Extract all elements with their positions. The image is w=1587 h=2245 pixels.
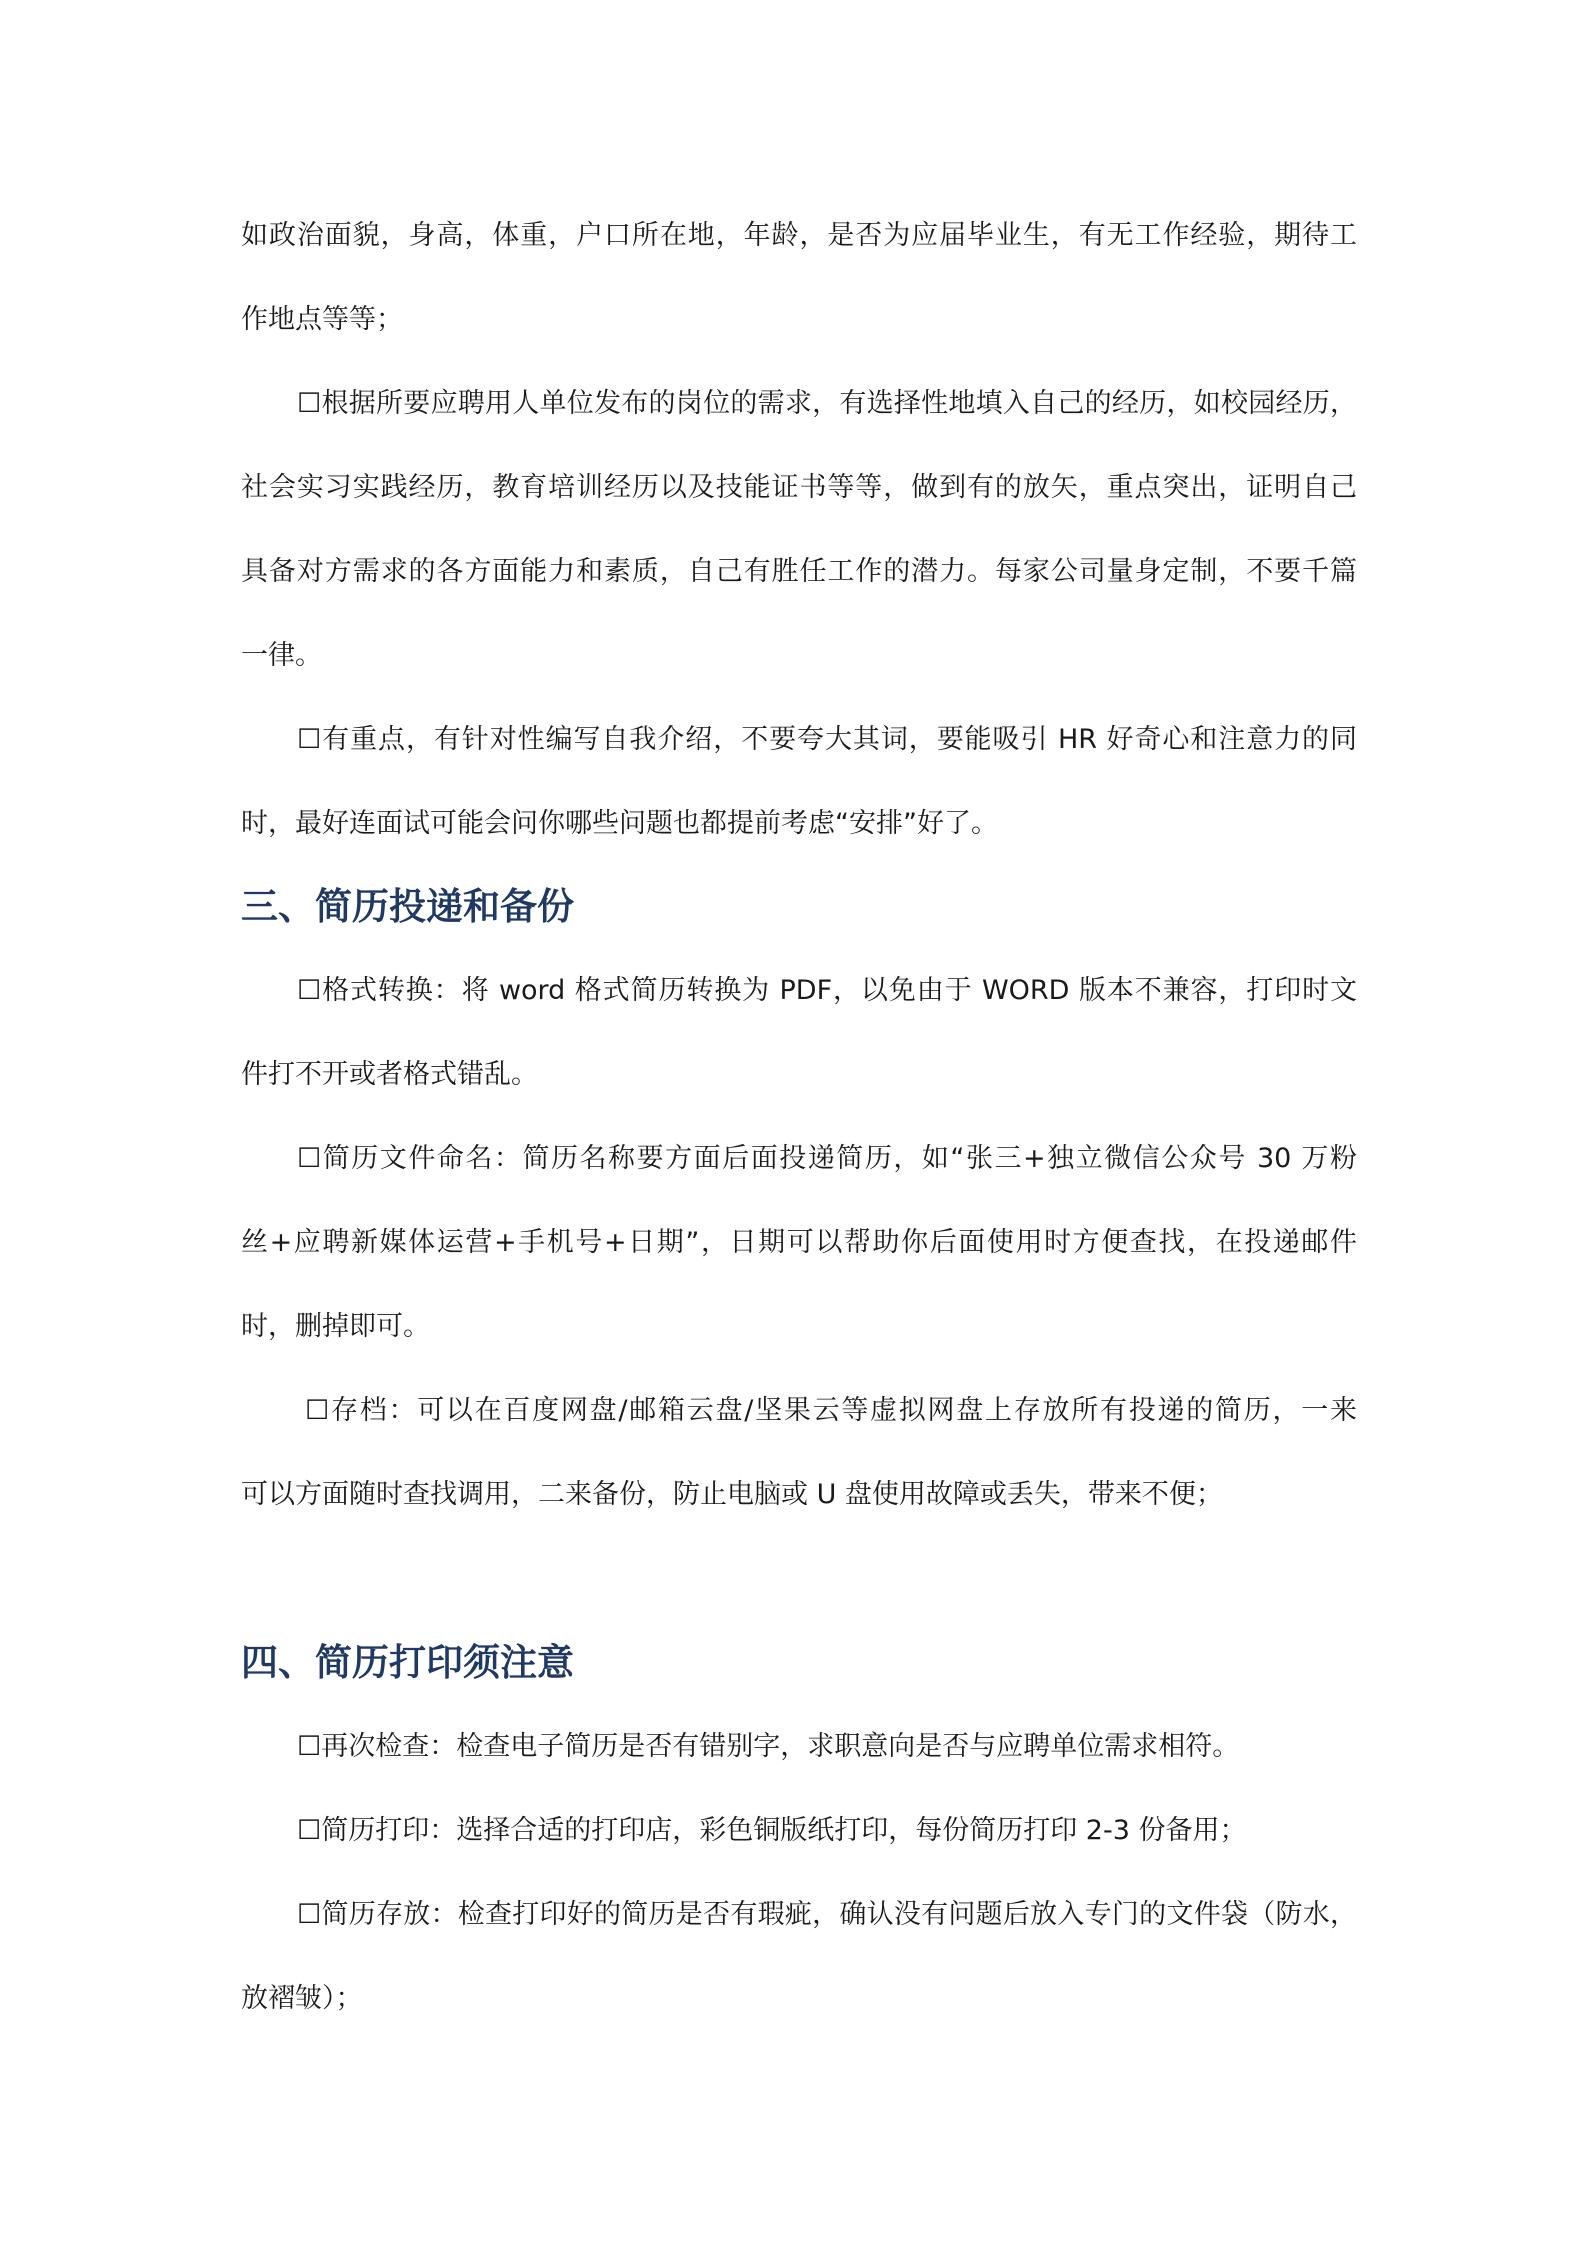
intro-line-2: 作地点等等； (241, 304, 403, 335)
archive-line-1: ☐存档：可以在百度网盘/邮箱云盘/坚果云等虚拟网盘上存放所有投递的简历，一来 (305, 1395, 1357, 1426)
naming-line-3: 时，删掉即可。 (241, 1311, 430, 1342)
experience-line-1: ☐根据所要应聘用人单位发布的岗位的需求，有选择性地填入自己的经历，如校园经历， (297, 388, 1357, 419)
self-intro-line-1: ☐有重点，有针对性编写自我介绍，不要夸大其词，要能吸引 HR 好奇心和注意力的同 (297, 724, 1357, 755)
intro-line-1: 如政治面貌，身高，体重，户口所在地，年龄，是否为应届毕业生，有无工作经验，期待工 (241, 220, 1357, 251)
section-3-heading: 三、简历投递和备份 (241, 885, 574, 928)
storage-line-2: 放褶皱）； (241, 1983, 363, 2014)
format-line-1: ☐格式转换：将 word 格式简历转换为 PDF，以免由于 WORD 版本不兼容，打印时文 (297, 975, 1357, 1006)
experience-line-2: 社会实习实践经历，教育培训经历以及技能证书等等，做到有的放矢，重点突出，证明自己 (241, 472, 1357, 503)
section-4-heading: 四、简历打印须注意 (241, 1641, 574, 1684)
print-line: ☐简历打印：选择合适的打印店，彩色铜版纸打印，每份简历打印 2-3 份备用； (297, 1815, 1247, 1846)
recheck-line: ☐再次检查：检查电子简历是否有错别字，求职意向是否与应聘单位需求相符。 (297, 1731, 1240, 1762)
storage-line-1: ☐简历存放：检查打印好的简历是否有瑕疵，确认没有问题后放入专门的文件袋（防水， (297, 1899, 1357, 1930)
experience-line-4: 一律。 (241, 640, 322, 671)
naming-line-1: ☐简历文件命名：简历名称要方面后面投递简历，如“张三+独立微信公众号 30 万粉 (297, 1143, 1357, 1174)
archive-line-2: 可以方面随时查找调用，二来备份，防止电脑或 U 盘使用故障或丢失，带来不便； (241, 1479, 1223, 1510)
experience-line-3: 具备对方需求的各方面能力和素质，自己有胜任工作的潜力。每家公司量身定制，不要千篇 (241, 556, 1357, 587)
format-line-2: 件打不开或者格式错乱。 (241, 1059, 538, 1090)
self-intro-line-2: 时，最好连面试可能会问你哪些问题也都提前考虑“安排”好了。 (241, 808, 998, 839)
naming-line-2: 丝+应聘新媒体运营+手机号+日期”，日期可以帮助你后面使用时方便查找，在投递邮件 (241, 1227, 1357, 1258)
